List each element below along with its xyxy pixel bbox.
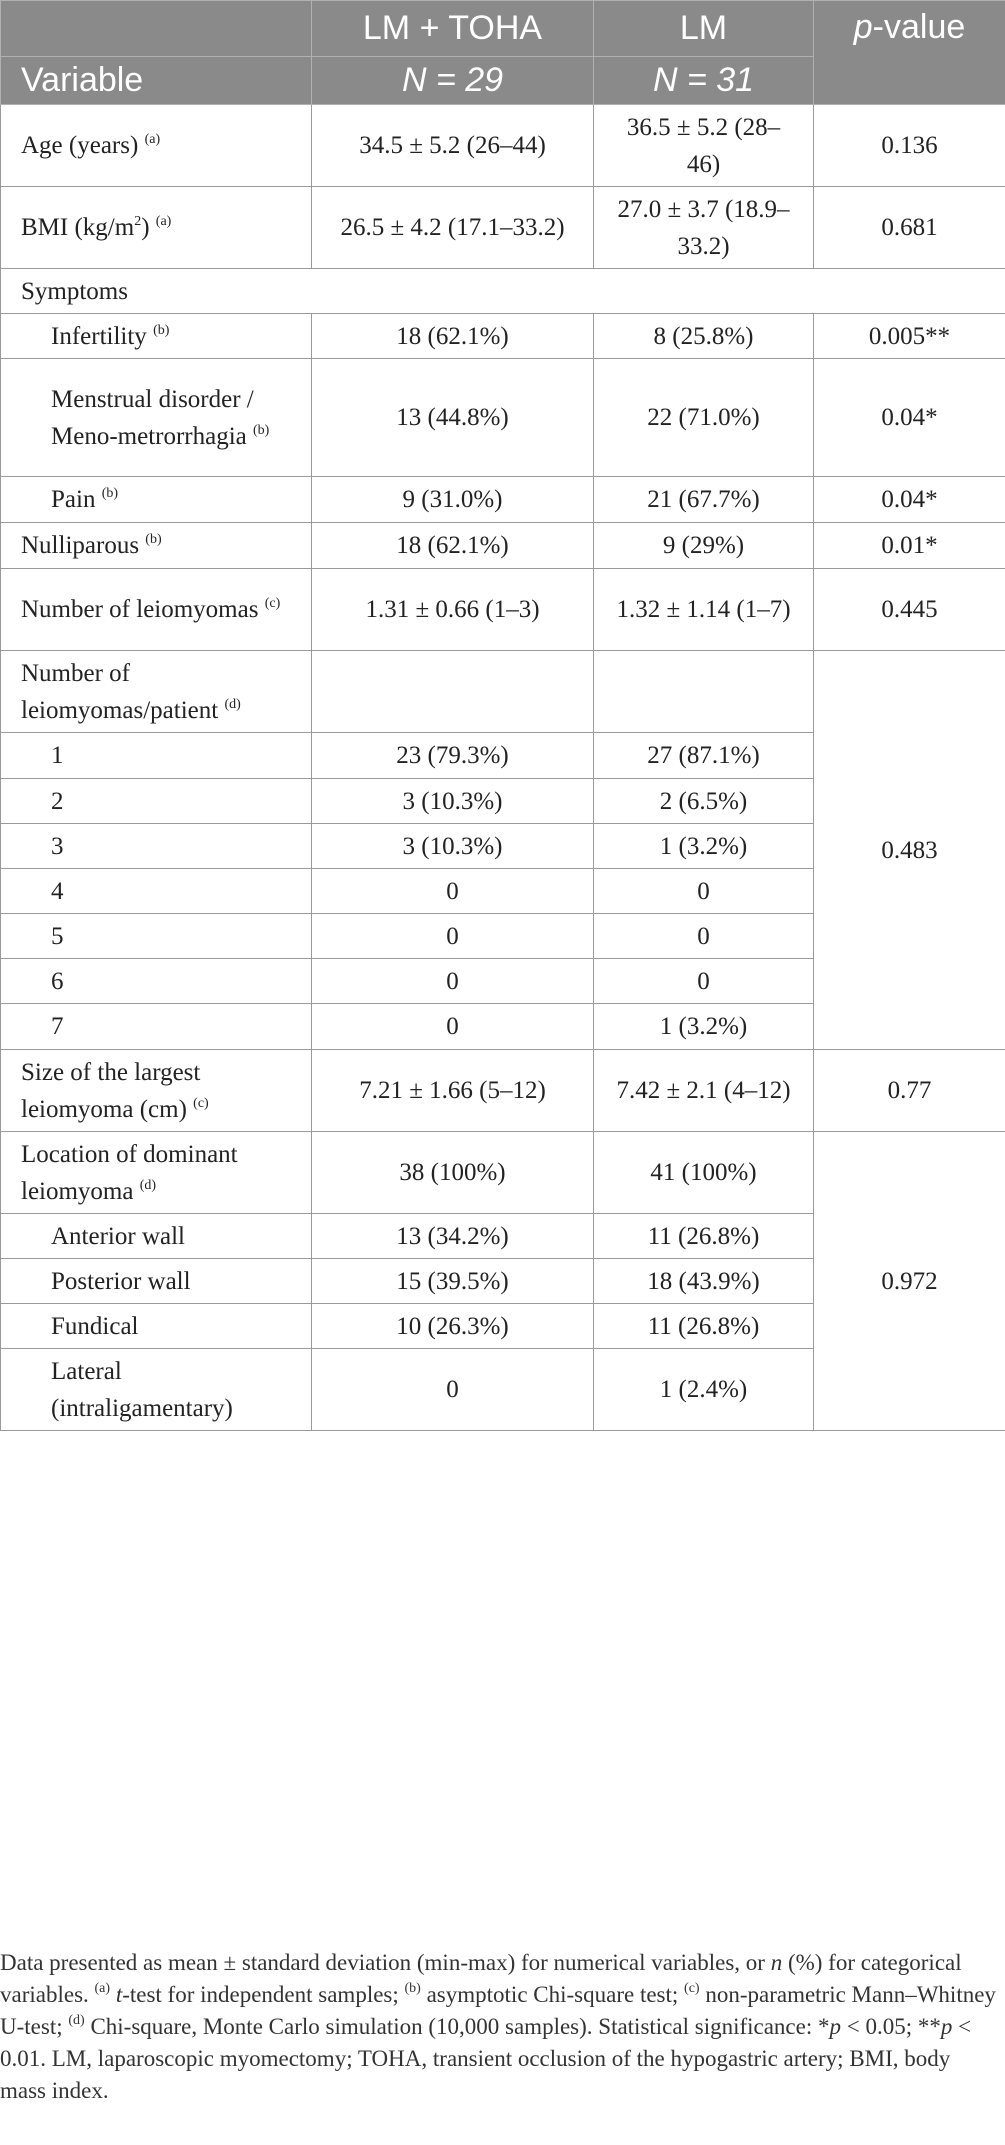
cell-pvalue: 0.01* xyxy=(814,523,1005,569)
table-row-nulliparous xyxy=(1,523,1005,569)
row-label xyxy=(1,314,312,359)
table-row-age xyxy=(1,105,1005,187)
row-label: 4 xyxy=(1,869,312,914)
cell-group1: 26.5 ± 4.2 (17.1–33.2) xyxy=(312,187,594,269)
fn-t: t xyxy=(115,1982,123,2007)
table-row-symptoms xyxy=(1,269,1005,314)
header-pvalue-p: p xyxy=(853,8,873,46)
cell-group2: 0 xyxy=(594,914,814,959)
table-row-infertility xyxy=(1,314,1005,359)
label-text: Size of the largest leiomyoma (cm) xyxy=(21,1058,201,1123)
cell-group1: 0 xyxy=(312,869,594,914)
cell-group1: 0 xyxy=(312,1004,594,1050)
cell-group2: 27.0 ± 3.7 (18.9–33.2) xyxy=(594,187,814,269)
cell-group1: 34.5 ± 5.2 (26–44) xyxy=(312,105,594,187)
header-group1-n: N = 29 xyxy=(312,57,594,105)
cell-group2: 7.42 ± 2.1 (4–12) xyxy=(594,1050,814,1132)
row-label: 3 xyxy=(1,824,312,869)
row-label: 1 xyxy=(1,733,312,779)
cell-group2: 22 (71.0%) xyxy=(594,359,814,477)
cell-group1: 9 (31.0%) xyxy=(312,477,594,523)
row-label xyxy=(1,105,312,187)
table-row-bmi xyxy=(1,187,1005,269)
cell-group2: 1 (3.2%) xyxy=(594,824,814,869)
row-label xyxy=(1,1132,312,1214)
cell-group1: 15 (39.5%) xyxy=(312,1259,594,1304)
cell-group1: 1.31 ± 0.66 (1–3) xyxy=(312,569,594,651)
cell-group1: 0 xyxy=(312,959,594,1004)
label-text: Number of leiomyomas/patient xyxy=(21,659,219,724)
row-label xyxy=(1,523,312,569)
table-row-pain xyxy=(1,477,1005,523)
footnote-ref: (d) xyxy=(139,1177,157,1193)
footnote-ref: (a) xyxy=(144,132,161,147)
cell-group1: 7.21 ± 1.66 (5–12) xyxy=(312,1050,594,1132)
cell-pvalue: 0.681 xyxy=(814,187,1005,269)
fn-sup-b: (b) xyxy=(404,1981,421,1996)
table-footnote xyxy=(0,1947,1000,2107)
cell-pvalue: 0.04* xyxy=(814,359,1005,477)
cell-group1: 10 (26.3%) xyxy=(312,1304,594,1349)
header-pvalue-rest: -value xyxy=(872,8,966,46)
cell-group1: 3 (10.3%) xyxy=(312,824,594,869)
fn-p2: p xyxy=(940,2014,953,2039)
cell-group1: 18 (62.1%) xyxy=(312,523,594,569)
fn-sup-d: (d) xyxy=(68,2013,85,2028)
cell-group2: 27 (87.1%) xyxy=(594,733,814,779)
fn-part4: asymptotic Chi-square test; xyxy=(420,1982,685,2007)
cell-group2-empty xyxy=(594,651,814,733)
label-text: Nulliparous xyxy=(21,532,140,559)
footnote-ref: (c) xyxy=(264,596,281,611)
cell-pvalue: 0.445 xyxy=(814,569,1005,651)
table-row-menstrual xyxy=(1,359,1005,477)
fn-part5: non-parametric Mann–Whitney U-test; xyxy=(0,1982,996,2039)
table-row-num-leiomyomas xyxy=(1,569,1005,651)
header-group1-name: LM + TOHA xyxy=(312,1,594,57)
cell-pvalue: 0.483 xyxy=(814,651,1005,1050)
table-row-size xyxy=(1,1050,1005,1132)
footnote-ref: (b) xyxy=(153,322,170,338)
row-label xyxy=(1,569,312,651)
header-pvalue xyxy=(814,1,1005,105)
cell-group1: 0 xyxy=(312,914,594,959)
cell-pvalue: 0.136 xyxy=(814,105,1005,187)
label-text-end: ) xyxy=(141,214,150,241)
table-header xyxy=(1,1,1005,105)
label-text: Age (years) xyxy=(21,132,139,159)
footnote-ref: (d) xyxy=(224,696,241,712)
cell-pvalue: 0.972 xyxy=(814,1132,1005,1431)
fn-p1: p xyxy=(829,2014,841,2039)
cell-group1: 0 xyxy=(312,1349,594,1431)
header-variable: Variable xyxy=(1,57,312,105)
row-label xyxy=(1,1050,312,1132)
fn-part7: < 0.05; ** xyxy=(841,2014,941,2039)
label-text: Infertility xyxy=(51,322,147,350)
cell-group2: 21 (67.7%) xyxy=(594,477,814,523)
cell-pvalue: 0.005** xyxy=(814,314,1005,359)
row-label: 2 xyxy=(1,779,312,824)
cell-group1-empty xyxy=(312,651,594,733)
row-label xyxy=(1,477,312,523)
label-text: Number of leiomyomas xyxy=(21,596,259,623)
exponent: 2 xyxy=(134,214,142,229)
fn-n: n xyxy=(770,1950,783,1975)
cell-group2: 2 (6.5%) xyxy=(594,779,814,824)
cell-group1: 23 (79.3%) xyxy=(312,733,594,779)
cell-group2: 0 xyxy=(594,869,814,914)
cell-group2: 8 (25.8%) xyxy=(594,314,814,359)
footnote-text xyxy=(0,1947,1000,2107)
row-label: Fundical xyxy=(1,1304,312,1349)
row-label: 6 xyxy=(1,959,312,1004)
cell-group2: 36.5 ± 5.2 (28–46) xyxy=(594,105,814,187)
cell-pvalue: 0.77 xyxy=(814,1050,1005,1132)
label-text: Menstrual disorder / Meno-metrorrhagia xyxy=(51,385,254,450)
cell-pvalue: 0.04* xyxy=(814,477,1005,523)
label-text: Location of dominant leiomyoma xyxy=(21,1140,238,1205)
cell-group1: 38 (100%) xyxy=(312,1132,594,1214)
table-body xyxy=(1,105,1005,1431)
row-label xyxy=(1,359,312,477)
cell-group2: 0 xyxy=(594,959,814,1004)
fn-part3: -test for independent samples; xyxy=(122,1982,405,2007)
footnote-ref: (c) xyxy=(193,1095,209,1111)
cell-group2: 18 (43.9%) xyxy=(594,1259,814,1304)
row-label xyxy=(1,651,312,733)
cell-group2: 1 (2.4%) xyxy=(594,1349,814,1431)
cell-group1: 3 (10.3%) xyxy=(312,779,594,824)
cell-group2: 41 (100%) xyxy=(594,1132,814,1214)
fn-sup-c: (c) xyxy=(684,1981,700,1996)
row-label xyxy=(1,187,312,269)
cell-group1: 18 (62.1%) xyxy=(312,314,594,359)
cell-group1: 13 (44.8%) xyxy=(312,359,594,477)
table-row-location xyxy=(1,1132,1005,1214)
footnote-ref: (b) xyxy=(101,486,119,501)
row-label: 5 xyxy=(1,914,312,959)
fn-part2: (%) for categorical variables. xyxy=(0,1950,962,2007)
table-row-num-per-patient xyxy=(1,651,1005,733)
row-label: Anterior wall xyxy=(1,1214,312,1259)
cell-group2: 11 (26.8%) xyxy=(594,1214,814,1259)
label-text: Pain xyxy=(51,486,96,513)
cell-group2: 11 (26.8%) xyxy=(594,1304,814,1349)
fn-part1: Data presented as mean ± standard deviation (min-max) for numerical variables, or xyxy=(0,1950,771,1975)
label-text: BMI (kg/m xyxy=(21,214,135,241)
row-label: Lateral (intraligamentary) xyxy=(1,1349,312,1431)
row-label: Posterior wall xyxy=(1,1259,312,1304)
header-group2-n: N = 31 xyxy=(594,57,814,105)
cell-group1: 13 (34.2%) xyxy=(312,1214,594,1259)
footnote-ref: (a) xyxy=(155,214,172,229)
header-blank xyxy=(1,1,312,57)
cell-group2: 9 (29%) xyxy=(594,523,814,569)
fn-sup-a: (a) xyxy=(94,1981,111,1996)
cell-group2: 1 (3.2%) xyxy=(594,1004,814,1050)
fn-part6: Chi-square, Monte Carlo simulation (10,000 samples). Statistical significance: * xyxy=(84,2014,830,2039)
cell-group2: 1.32 ± 1.14 (1–7) xyxy=(594,569,814,651)
row-label: 7 xyxy=(1,1004,312,1050)
fn-part8: < 0.01. LM, laparoscopic myomectomy; TOHA, transient occlusion of the hypogastric artery; BMI, body mass index. xyxy=(0,2014,972,2103)
section-label: Symptoms xyxy=(1,269,1005,314)
footnote-ref: (b) xyxy=(253,422,270,438)
header-group2-name: LM xyxy=(594,1,814,57)
footnote-ref: (b) xyxy=(145,532,162,547)
